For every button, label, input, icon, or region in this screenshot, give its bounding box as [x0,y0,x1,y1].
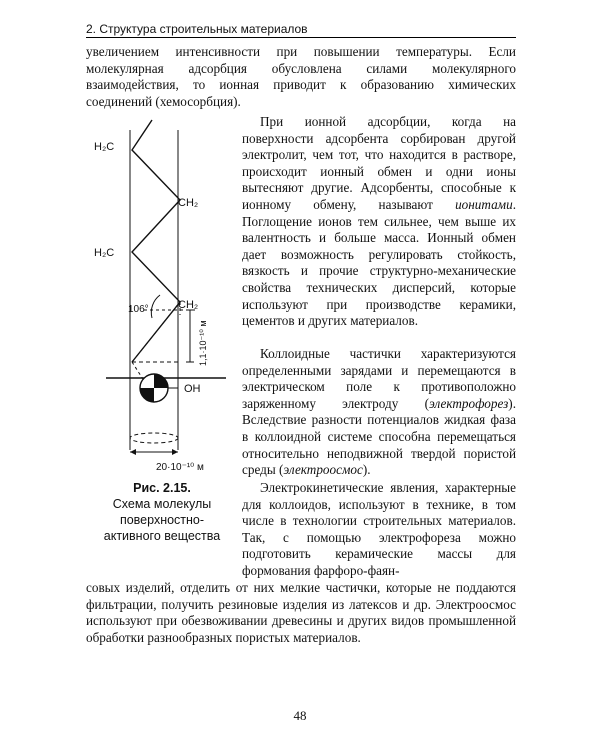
figure-caption-number: Рис. 2.15. [133,481,191,495]
label-h2c-mid: H₂C [94,247,115,259]
paragraph-colloid-part1: Коллоидные частички характеризуются определенными зарядами и перемещаются в электрическом поле к противоположно заряженному электроду ( [242,346,516,411]
paragraph-electrokinetic: Электрокинетические явления, характерные для коллоидов, используют в технике, в том числе в технологии строительных материалов. Так, с помощью электрофореза можно подготовить керамические массы для формования фарфоро-фаян- [242,480,516,578]
label-ch2-mid: CH₂ [178,299,199,311]
label-vertical-dimension: 1,1·10⁻¹⁰ м [198,320,208,366]
paragraph-ion-adsorption [242,114,516,330]
figure-caption [100,480,224,544]
paragraph-ion-part2: . Поглощение ионов тем сильнее, чем выше их валентность и больше масса. Ионный обмен дает возможность регулировать стойкость, вязкость и прочие структурно-механические свойства технических дисперсий, которые используют при производстве керамики, цементов и других материалов. [242,196,516,329]
hydrocarbon-chain [132,120,180,362]
term-ionites: ионитами [455,196,513,212]
label-h2c-top: H₂C [94,141,115,153]
paragraph-top: увеличением интенсивности при повышении температуры. Если молекулярная адсорбция обусловлена силами молекулярного взаимодействия, то ионная приводит к образованию химических соединений (хемосорбция). [86,44,516,109]
paragraph-bottom: совых изделий, отделить от них мелкие частички, которые не поддаются фильтрации, получить резиновые изделия из латексов и др. Электроосмос используют при обезвоживании древесины и других видов промышленной обработки разнообразных пористых материалов. [86,580,516,645]
page-number: 48 [293,708,307,723]
surfactant-molecule-figure [86,100,236,480]
label-angle: 106° [128,304,149,315]
running-header: 2. Структура строительных материалов [86,22,516,38]
paragraph-colloid-part3: ). [362,462,371,478]
label-oh: OH [184,383,201,395]
figure-caption-text: Схема молекулы поверхностно-активного вещества [103,497,221,543]
term-electrophoresis: электрофорез [428,395,509,411]
paragraph-colloid-part2: ). Вследствие разности потенциалов жидкая фаза в коллоидной системе способна перемещаться относительно неподвижной твердой пористой среды ( [242,395,516,478]
paragraph-ion-part1: При ионной адсорбции, когда на поверхности адсорбента сорбирован другой электролит, чем тот, что находится в растворе, происходит ионный обмен и одни ионы вытесняют другие. Адсорбенты, способные к ионному обмену, называют [242,114,516,212]
label-ch2-top: CH₂ [178,197,199,209]
paragraph-colloid [242,346,516,479]
label-width-dimension: 20·10⁻¹⁰ м [156,462,204,473]
term-electroosmosis: электроосмос [283,462,363,478]
